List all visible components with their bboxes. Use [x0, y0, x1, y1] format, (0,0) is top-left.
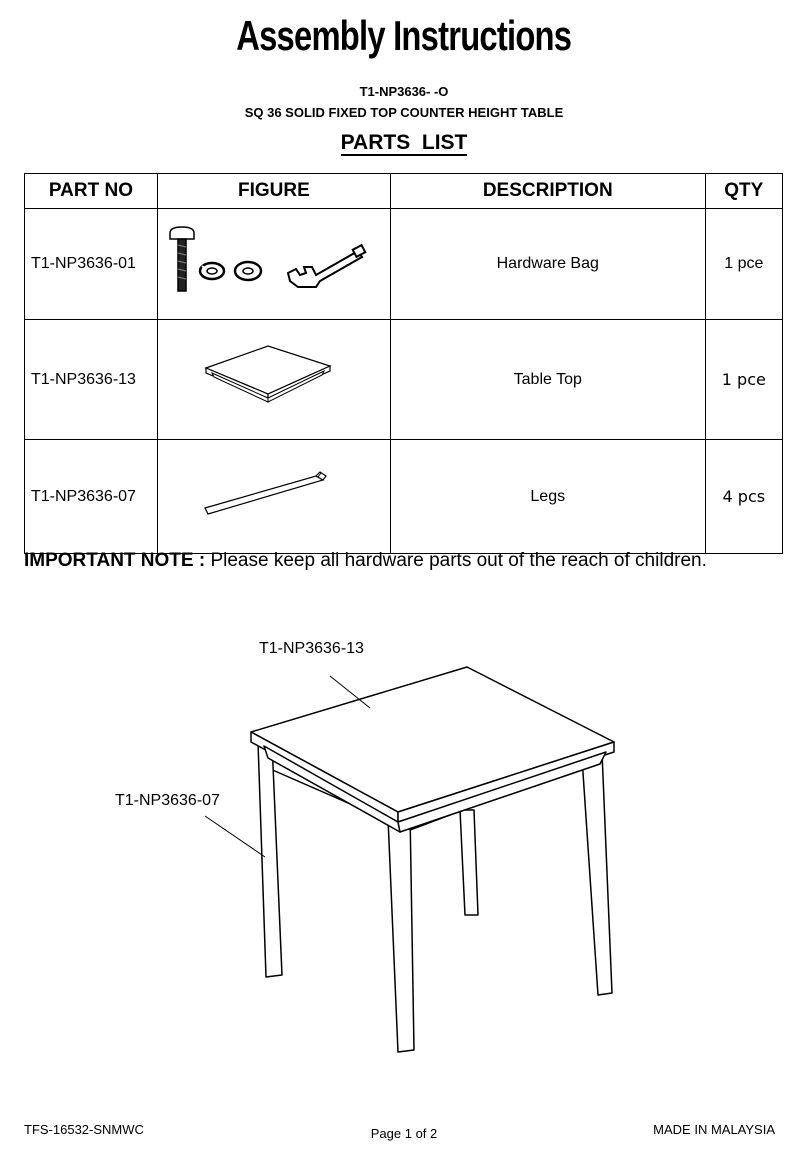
- note-text: Please keep all hardware parts out of the reach of children.: [205, 550, 707, 571]
- part-description: Legs: [390, 440, 705, 554]
- document-title: Assembly Instructions: [236, 12, 572, 59]
- important-note: [24, 550, 707, 572]
- table-row: [25, 209, 783, 320]
- bolt-icon: [170, 227, 194, 291]
- part-number: T1-NP3636-01: [25, 209, 158, 320]
- footer-document-code: TFS-16532-SNMWC: [24, 1122, 144, 1137]
- parts-list-heading: PARTS LIST: [340, 131, 468, 154]
- assembled-table-diagram: [0, 600, 808, 1080]
- product-subtitle: SQ 36 SOLID FIXED TOP COUNTER HEIGHT TABLE: [244, 105, 564, 120]
- part-description: Hardware Bag: [390, 209, 705, 320]
- column-header: FIGURE: [157, 174, 390, 209]
- wrench-icon: [288, 245, 365, 287]
- part-quantity: 4 pcs: [705, 440, 782, 554]
- leg-leader-line: [205, 816, 265, 857]
- part-description: Table Top: [390, 320, 705, 440]
- footer-origin: MADE IN MALAYSIA: [653, 1122, 775, 1137]
- hardware-bag-figure: [157, 209, 390, 320]
- leg-icon: [158, 440, 390, 548]
- leg-figure: [157, 440, 390, 554]
- table-row: [25, 320, 783, 440]
- column-header: QTY: [705, 174, 782, 209]
- tabletop-icon: [158, 320, 390, 434]
- column-header: PART NO: [25, 174, 158, 209]
- table-top-callout: T1-NP3636-13: [259, 640, 364, 657]
- part-quantity: 1 pce: [705, 320, 782, 440]
- table-top-figure: [157, 320, 390, 440]
- table-row: [25, 440, 783, 554]
- table-header-row: [25, 174, 783, 209]
- note-label: IMPORTANT NOTE :: [24, 550, 206, 571]
- model-number: T1-NP3636- -O: [359, 84, 449, 99]
- part-number: T1-NP3636-07: [25, 440, 158, 554]
- lock-washer-icon: [200, 263, 224, 279]
- leg-callout: T1-NP3636-07: [115, 792, 220, 809]
- column-header: DESCRIPTION: [390, 174, 705, 209]
- page-number: Page 1 of 2: [370, 1126, 438, 1141]
- parts-table: [24, 173, 783, 554]
- flat-washer-icon: [235, 262, 261, 280]
- part-quantity: 1 pce: [705, 209, 782, 320]
- part-number: T1-NP3636-13: [25, 320, 158, 440]
